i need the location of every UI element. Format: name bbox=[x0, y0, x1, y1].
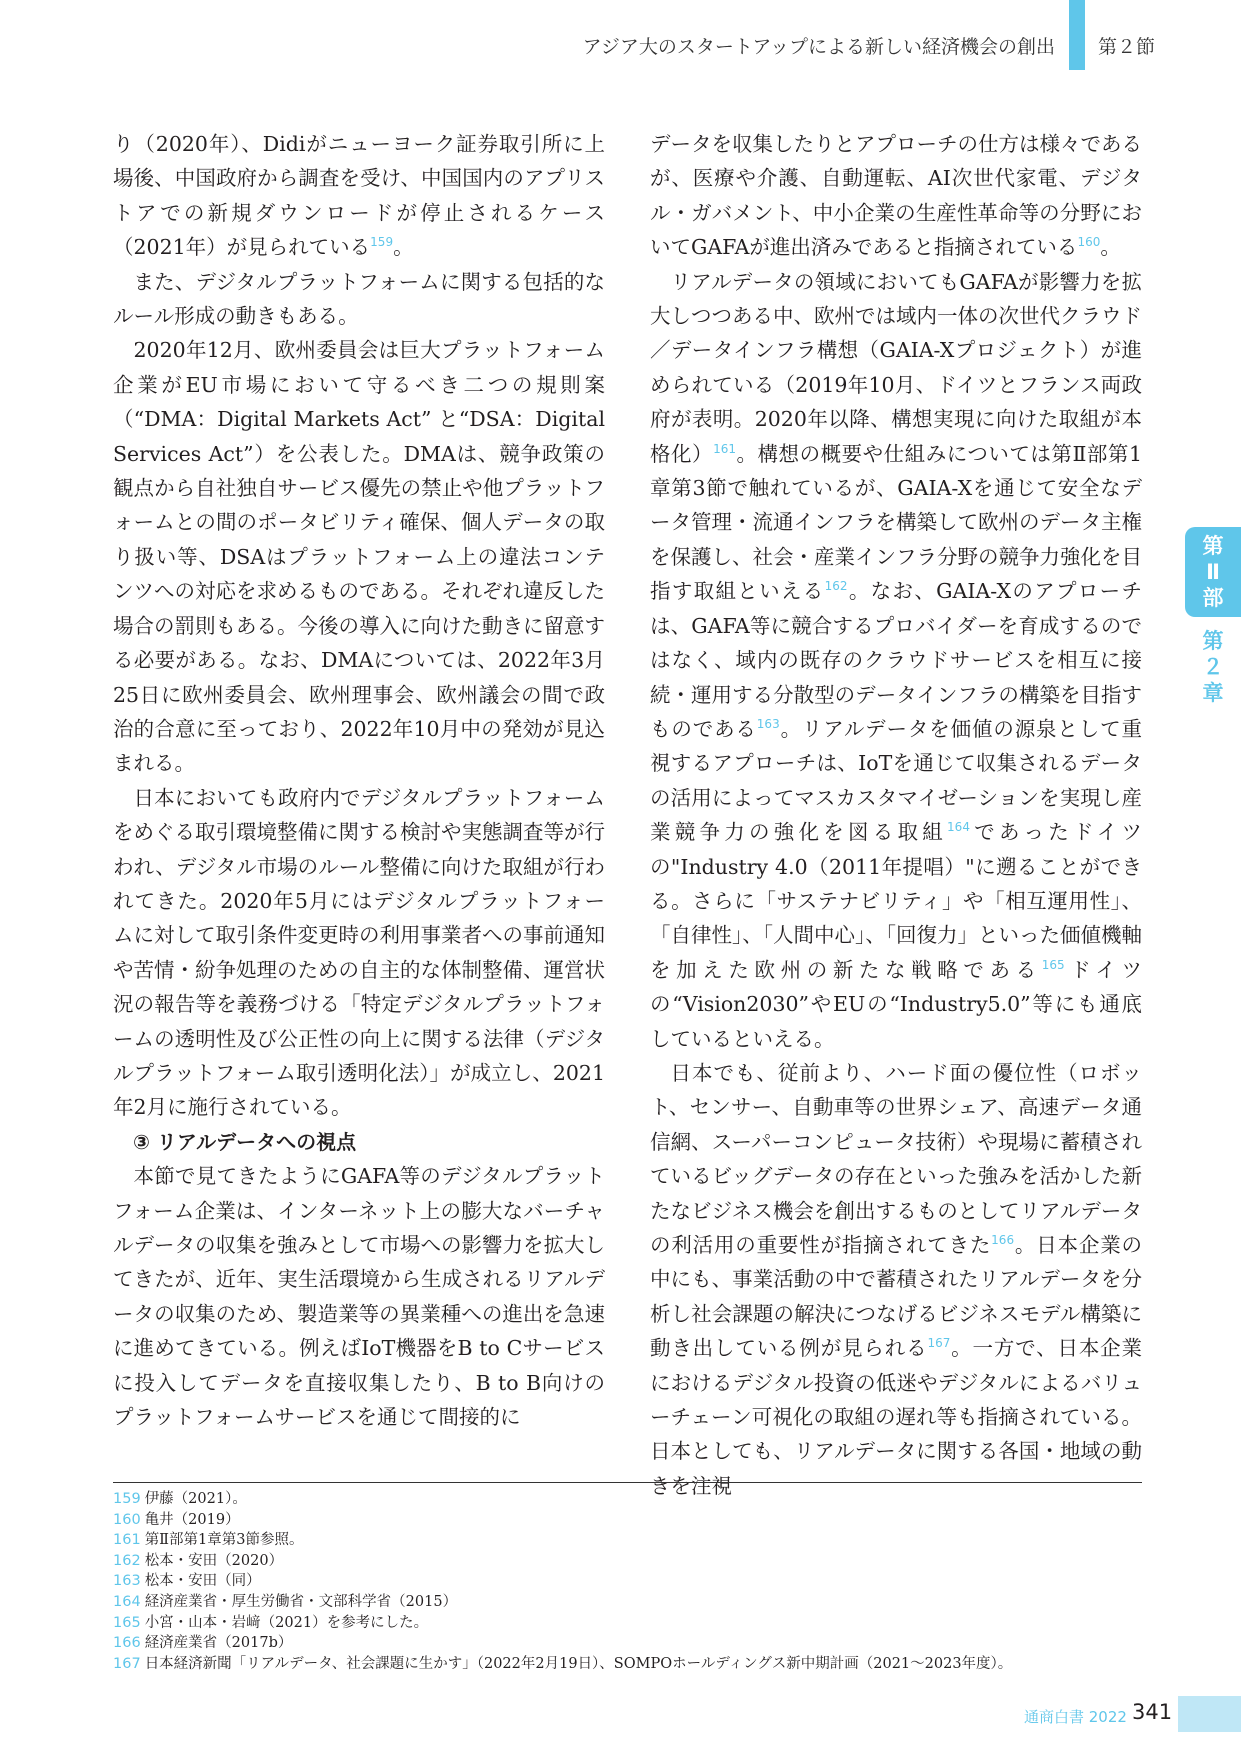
footnote-ref[interactable]: 164 bbox=[947, 820, 970, 835]
footnote-ref[interactable]: 166 bbox=[991, 1233, 1015, 1247]
footnote: 160 亀井（2019） bbox=[113, 1511, 240, 1528]
footnote-number: 164 bbox=[113, 1593, 141, 1610]
chapter-tab[interactable]: 第 ２ 章 bbox=[1202, 629, 1224, 705]
paragraph: データを収集したりとアプローチの仕方は様々であるが、医療や介護、自動運転、AI次世代家電、デジタル・ガバメント、中小企業の生産性革命等の分野においてGAFAが進出済みであると指摘されている$^{160}$。 bbox=[650, 132, 1142, 260]
footnote: 165 小宮・山本・岩﨑（2021）を参考にした。 bbox=[113, 1614, 429, 1631]
left-column bbox=[113, 127, 605, 1434]
paragraph: また、デジタルプラットフォームに関する包括的なルール形成の動きもある。 bbox=[113, 269, 605, 329]
footnote-number: 167 bbox=[113, 1655, 141, 1672]
footnote-ref[interactable]: 159 bbox=[370, 235, 394, 250]
paragraph: り（2020年）、Didiがニューヨーク証券取引所に上場後、中国政府から調査を受け、中国国内のアプリストアでの新規ダウンロードが停止されるケース（2021年）が見られている$^{159}$。 bbox=[113, 132, 605, 260]
footnote: 164 経済産業省・厚生労働省・文部科学省（2015） bbox=[113, 1593, 458, 1610]
footnote-number: 162 bbox=[113, 1552, 141, 1569]
footnote: 159 伊藤（2021）。 bbox=[113, 1491, 247, 1507]
footnote-ref[interactable]: 165 bbox=[1041, 957, 1065, 972]
footnote-number: 161 bbox=[113, 1532, 141, 1549]
paragraph: 本節で見てきたようにGAFA等のデジタルプラットフォーム企業は、インターネット上の膨大なバーチャルデータの収集を強みとして市場への影響力を拡大してきたが、近年、実生活環境から生成されるリアルデータの収集のため、製造業等の異業種への進出を急速に進めてきている。例えばIoT機器をB to Cサービスに投入してデータを直接収集したり、B to B向けのプラットフォームサービスを通じて間接的に bbox=[113, 1164, 605, 1430]
footer-accent-bar bbox=[1178, 1696, 1241, 1732]
footnote-divider bbox=[113, 1482, 1142, 1483]
footnote-number: 163 bbox=[113, 1573, 141, 1590]
paragraph: 日本でも、従前より、ハード面の優位性（ロボット、センサー、自動車等の世界シェア、高速データ通信網、スーパーコンピュータ技術）や現場に蓄積されているビッグデータの存在といった強みを活かした新たなビジネス機会を創出するものとしてリアルデータの利活用の重要性が指摘されてきた$^{166}$。日本企業の中にも、事業活動の中で蓄積されたリアルデータを分析し社会課題の解決につなげるビジネスモデル構築に動き出している例が見られる$^{167}$。一方で、日本企業におけるデジタル投資の低迷やデジタルによるバリューチェーン可視化の取組の遅れ等も指摘されている。日本としても、リアルデータに関する各国・地域の動きを注視 bbox=[650, 1060, 1143, 1498]
footnote: 166 経済産業省（2017b） bbox=[113, 1635, 293, 1652]
footnote-ref[interactable]: 160 bbox=[1077, 235, 1101, 250]
footnote-ref[interactable]: 167 bbox=[927, 1336, 951, 1351]
section-label: 第２節 bbox=[1098, 36, 1156, 58]
page-header bbox=[0, 0, 1241, 80]
publication-name: 通商白書 2022 bbox=[1024, 1708, 1127, 1726]
footnote-number: 159 bbox=[113, 1491, 141, 1507]
right-column bbox=[650, 127, 1142, 1503]
footnote-number: 166 bbox=[113, 1635, 141, 1652]
paragraph: リアルデータの領域においてもGAFAが影響力を拡大しつつある中、欧州では域内一体の次世代クラウド／データインフラ構想（GAIA-Xプロジェクト）が進められている（2019年10月、ドイツとフランス両政府が表明。2020年以降、構想実現に向けた取組が本格化）$^{161}$。構想の概要や仕組みについては第Ⅱ部第1章第3節で触れているが、GAIA-Xを通じて安全なデータ管理・流通インフラを構築して欧州のデータ主権を保護し、社会・産業インフラ分野の競争力強化を目指す取組といえる$^{162}$。なお、GAIA-Xのアプローチは、GAFA等に競合するプロバイダーを育成するのではなく、域内の既存のクラウドサービスを相互に接続・運用する分散型のデータインフラの構築を目指すものである$^{163}$。リアルデータを価値の源泉として重視するアプローチは、IoTを通じて収集されるデータの活用によってマスカスタマイゼーションを実現し産業競争力の強化を図る取組$^{164}$であったドイツの"Industry 4.0（2011年提唱）"に遡ることができる。さらに「サステナビリティ」や「相互運用性」、「自律性」、「人間中心」、「回復力」といった価値機軸を加えた欧州の新たな戦略である$^{165}$ドイツの“Vision2030”やEUの“Industry5.0”等にも通底しているといえる。 bbox=[650, 269, 1143, 1051]
paragraph: 日本においても政府内でデジタルプラットフォームをめぐる取引環境整備に関する検討や実態調査等が行われ、デジタル市場のルール整備に向けた取組が行われてきた。2020年5月にはデジタルプラットフォームに対して取引条件変更時の利用事業者への事前通知や苦情・紛争処理のための自主的な体制整備、運営状況の報告等を義務づける「特定デジタルプラットフォームの透明性及び公正性の向上に関する法律（デジタルプラットフォーム取引透明化法）」が成立し、2021年2月に施行されている。 bbox=[113, 785, 605, 1120]
footnote-ref[interactable]: 162 bbox=[824, 579, 848, 594]
part-tab[interactable]: 第 Ⅱ 部 bbox=[1185, 527, 1241, 617]
page-number: 341 bbox=[1132, 1700, 1173, 1724]
footnote-number: 165 bbox=[113, 1614, 141, 1631]
header-accent-bar bbox=[1069, 0, 1085, 70]
footnote-ref[interactable]: 163 bbox=[756, 716, 780, 731]
footnote-ref[interactable]: 161 bbox=[713, 441, 736, 456]
paragraph: 2020年12月、欧州委員会は巨大プラットフォーム企業がEU市場において守るべき二つの規則案（“DMA：Digital Markets Act” と“DSA：Digital Services Act”）を公表した。DMAは、競争政策の観点から自社独自サービス優先の禁止や他プラットフォームとの間のポータビリティ確保、個人データの取り扱い等、DSAはプラットフォーム上の違法コンテンツへの対応を求めるものである。それぞれ違反した場合の罰則もある。今後の導入に向けた動きに留意する必要がある。なお、DMAについては、2022年3月25日に欧州委員会、欧州理事会、欧州議会の間で政治的合意に至っており、2022年10月中の発効が見込まれる。 bbox=[113, 338, 605, 776]
footnote: 162 松本・安田（2020） bbox=[113, 1552, 284, 1569]
footnote: 161 第Ⅱ部第1章第3節参照。 bbox=[113, 1532, 304, 1549]
running-title: アジア大のスタートアップによる新しい経済機会の創出 bbox=[582, 36, 1055, 58]
footnote: 167 日本経済新聞「リアルデータ、社会課題に生かす」（2022年2月19日）、SOMPOホールディングス新中期計画（2021～2023年度）。 bbox=[113, 1655, 1013, 1672]
footnote-number: 160 bbox=[113, 1511, 141, 1528]
subheading: ③ リアルデータへの視点 bbox=[133, 1129, 357, 1154]
footnotes bbox=[113, 1489, 1143, 1674]
footnote: 163 松本・安田（同） bbox=[113, 1573, 261, 1590]
